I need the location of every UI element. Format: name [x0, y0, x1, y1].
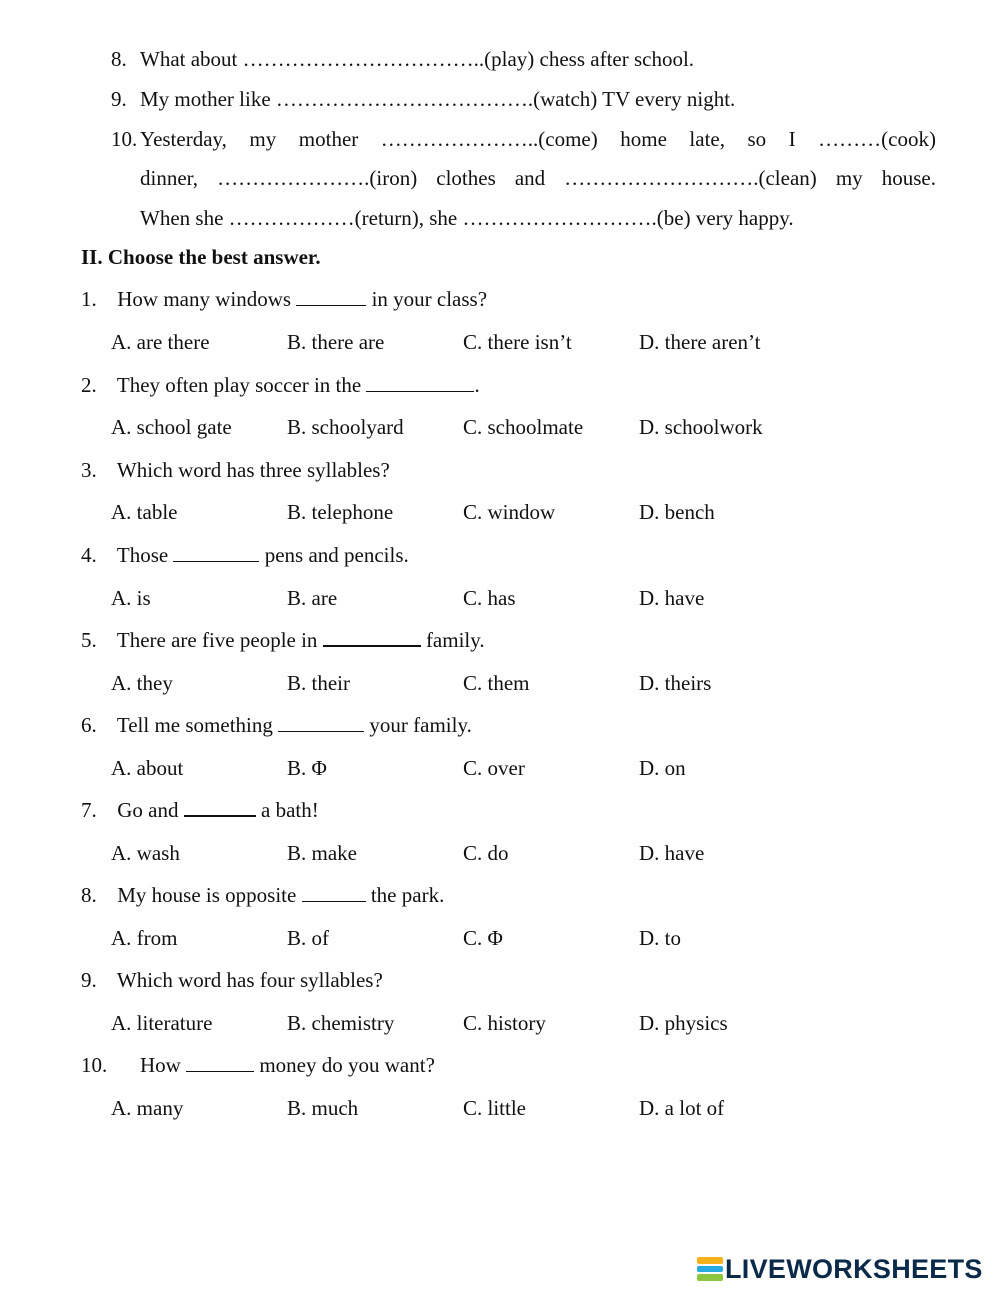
question-text: Which word has three syllables? — [116, 458, 390, 482]
option-b: B. Φ — [287, 756, 327, 780]
question-text-before: Go and — [117, 798, 179, 822]
question-4 — [81, 542, 409, 568]
question-number: 4. — [81, 543, 97, 567]
option-d: D. a lot of — [639, 1096, 725, 1120]
option-d: D. on — [639, 756, 686, 780]
option-b: B. there are — [287, 330, 385, 354]
logo-stripe-2 — [697, 1266, 723, 1273]
item-number: 9. — [111, 87, 127, 111]
answer-blank — [366, 373, 474, 392]
question-number: 2. — [81, 373, 97, 397]
answer-blank — [323, 627, 421, 647]
option-a: A. school gate — [111, 415, 232, 439]
item-text-line-1: Yesterday, my mother …………………..(come) home late, so I ………(cook) — [140, 127, 936, 151]
option-b: B. of — [287, 926, 329, 950]
question-text-after: family. — [425, 628, 485, 652]
question-8 — [81, 882, 444, 908]
question-9 — [81, 967, 383, 993]
option-c: C. them — [463, 671, 530, 695]
option-d: D. bench — [639, 500, 715, 524]
option-a: A. they — [111, 671, 173, 695]
option-d: D. there aren’t — [639, 330, 761, 354]
liveworksheets-logo — [697, 1254, 983, 1284]
item-number: 8. — [111, 47, 127, 71]
question-number: 8. — [81, 883, 97, 907]
question-1 — [81, 286, 487, 312]
option-a: A. literature — [111, 1011, 213, 1035]
logo-stripe-3 — [697, 1274, 723, 1281]
question-text-after: . — [474, 373, 480, 397]
logo-stripe-1 — [697, 1257, 723, 1264]
question-number: 7. — [81, 798, 97, 822]
answer-blank — [302, 883, 366, 902]
option-d: D. theirs — [639, 671, 712, 695]
item-text-line-3: When she ………………(return), she ……………………….(be) very happy. — [140, 206, 794, 230]
option-a: A. wash — [111, 841, 180, 865]
option-d: D. to — [639, 926, 681, 950]
question-text-after: in your class? — [371, 287, 488, 311]
question-number: 10. — [81, 1053, 108, 1077]
question-number: 3. — [81, 458, 97, 482]
option-b: B. chemistry — [287, 1011, 395, 1035]
option-c: C. do — [463, 841, 509, 865]
question-text-before: There are five people in — [116, 628, 318, 652]
option-d: D. physics — [639, 1011, 728, 1035]
question-number: 6. — [81, 713, 97, 737]
question-text-before: They often play soccer in the — [116, 373, 362, 397]
question-7 — [81, 797, 319, 823]
question-text: Which word has four syllables? — [116, 968, 383, 992]
option-c: C. over — [463, 756, 525, 780]
answer-blank — [296, 287, 366, 306]
question-number: 1. — [81, 287, 97, 311]
option-c: C. has — [463, 586, 516, 610]
option-a: A. from — [111, 926, 178, 950]
question-number: 5. — [81, 628, 97, 652]
option-d: D. schoolwork — [639, 415, 763, 439]
option-d: D. have — [639, 841, 705, 865]
option-b: B. are — [287, 586, 338, 610]
question-text-after: pens and pencils. — [264, 543, 409, 567]
option-c: C. window — [463, 500, 556, 524]
question-body — [140, 1052, 435, 1078]
question-number: 9. — [81, 968, 97, 992]
option-d: D. have — [639, 586, 705, 610]
question-text-after: the park. — [370, 883, 445, 907]
option-c: C. there isn’t — [463, 330, 572, 354]
option-a: A. is — [111, 586, 151, 610]
question-text-before: Those — [116, 543, 169, 567]
question-3 — [81, 457, 390, 483]
item-text: My mother like ……………………………….(watch) TV every night. — [140, 87, 736, 111]
question-text-before: How many windows — [117, 287, 292, 311]
answer-blank — [278, 713, 364, 732]
option-a: A. about — [111, 756, 184, 780]
option-b: B. much — [287, 1096, 359, 1120]
item-text-line-2: dinner, ………………….(iron) clothes and ……………………….(clean) my house. — [140, 166, 936, 190]
question-text-before: My house is opposite — [117, 883, 297, 907]
answer-blank — [186, 1053, 254, 1072]
section-heading: II. Choose the best answer. — [81, 245, 321, 269]
question-text-after: money do you want? — [259, 1053, 435, 1077]
question-text-after: a bath! — [261, 798, 319, 822]
option-a: A. are there — [111, 330, 210, 354]
answer-blank — [184, 797, 256, 817]
option-b: B. schoolyard — [287, 415, 404, 439]
item-text: What about ……………………………..(play) chess after school. — [140, 47, 695, 71]
question-2 — [81, 372, 480, 398]
option-c: C. history — [463, 1011, 546, 1035]
question-6 — [81, 712, 472, 738]
option-b: B. make — [287, 841, 357, 865]
answer-blank — [173, 543, 259, 562]
option-b: B. their — [287, 671, 350, 695]
option-c: C. little — [463, 1096, 526, 1120]
item-number: 10. — [111, 127, 138, 151]
logo-text: LIVEWORKSHEETS — [725, 1253, 983, 1284]
option-a: A. table — [111, 500, 178, 524]
option-a: A. many — [111, 1096, 184, 1120]
option-c: C. Φ — [463, 926, 503, 950]
question-text-before: How — [140, 1053, 181, 1077]
question-5 — [81, 627, 485, 653]
question-text-before: Tell me something — [116, 713, 273, 737]
question-text-after: your family. — [369, 713, 472, 737]
option-b: B. telephone — [287, 500, 394, 524]
logo-icon — [697, 1256, 723, 1282]
option-c: C. schoolmate — [463, 415, 584, 439]
